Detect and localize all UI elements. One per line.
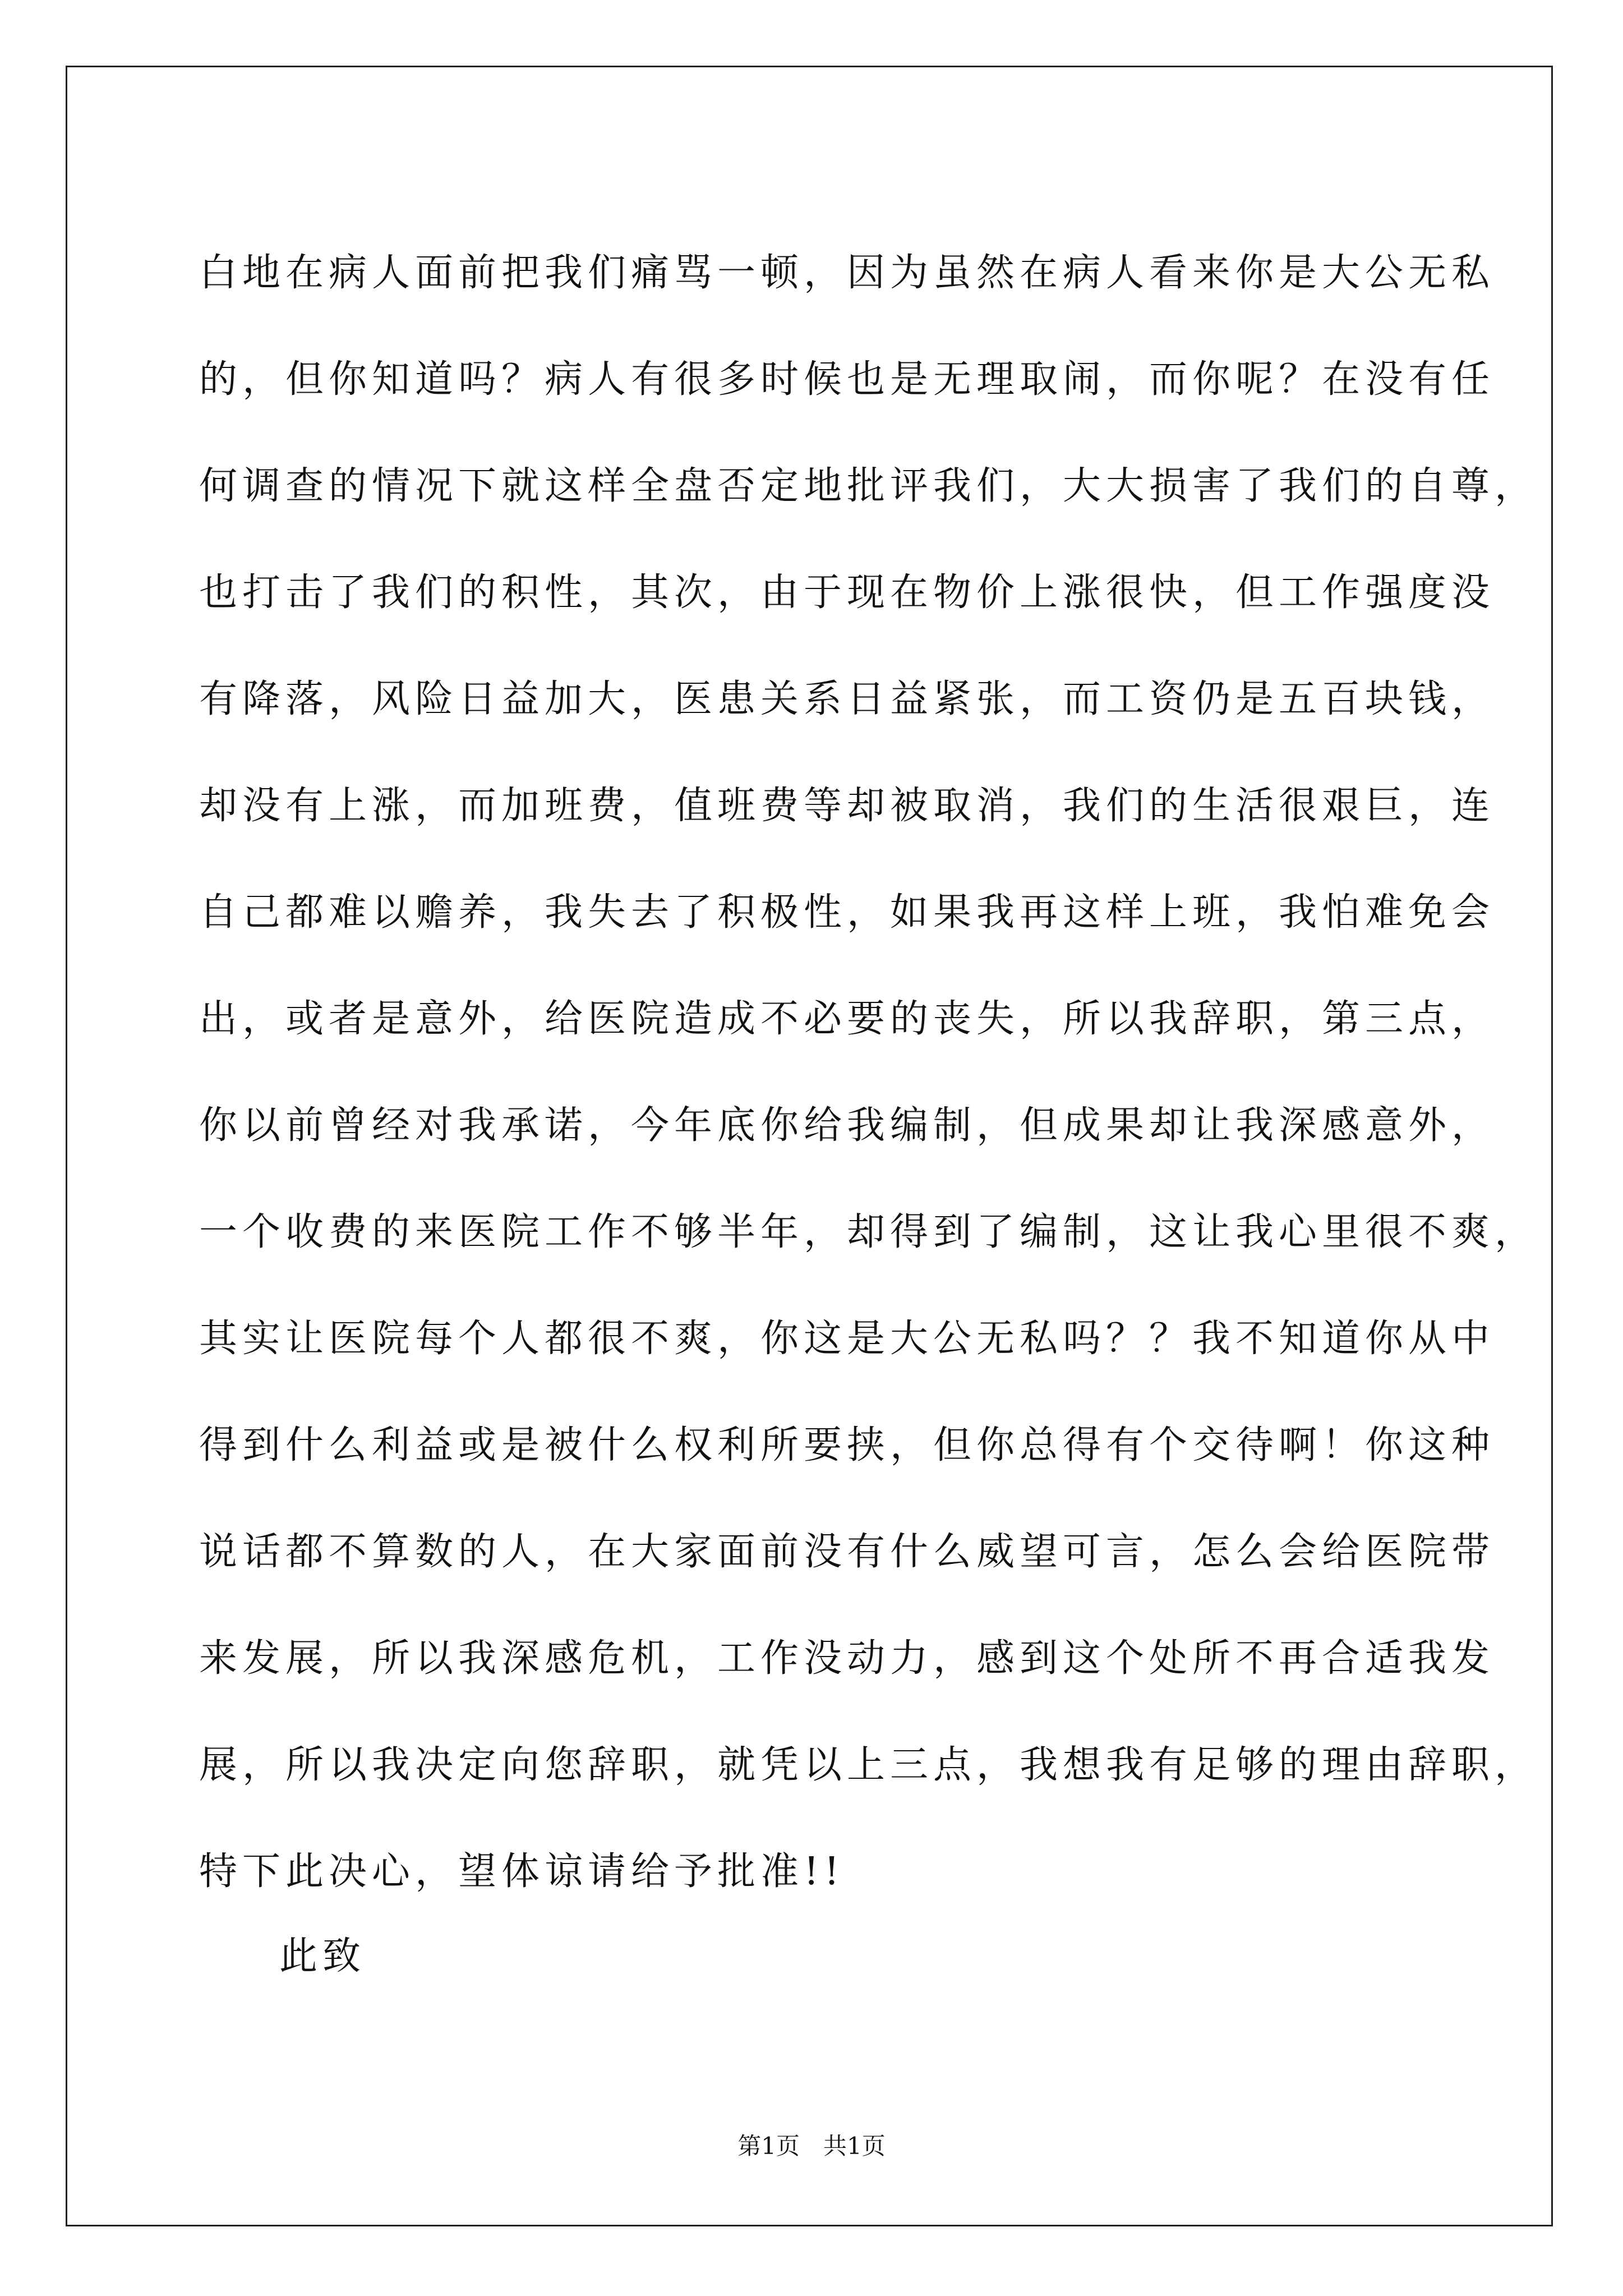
body-line: 白地在病人面前把我们痛骂一顿，因为虽然在病人看来你是大公无私 — [199, 251, 1495, 295]
body-line: 的，但你知道吗？病人有很多时候也是无理取闹，而你呢？在没有任 — [199, 357, 1495, 402]
letter-body — [199, 220, 1538, 1925]
body-line: 得到什么利益或是被什么权利所要挟，但你总得有个交待啊！你这种 — [199, 1423, 1495, 1467]
body-line: 出，或者是意外，给医院造成不必要的丧失，所以我辞职，第三点， — [199, 997, 1495, 1041]
body-line: 说话都不算数的人，在大家面前没有什么威望可言，怎么会给医院带 — [199, 1530, 1495, 1574]
body-line: 自己都难以赡养，我失去了积极性，如果我再这样上班，我怕难免会 — [199, 890, 1495, 935]
body-line: 你以前曾经对我承诺，今年底你给我编制，但成果却让我深感意外， — [199, 1103, 1495, 1148]
body-line: 其实让医院每个人都很不爽，你这是大公无私吗？？我不知道你从中 — [199, 1317, 1495, 1361]
body-line: 却没有上涨，而加班费，值班费等却被取消，我们的生活很艰巨，连 — [199, 784, 1495, 828]
body-line: 展，所以我决定向您辞职，就凭以上三点，我想我有足够的理由辞职， — [199, 1743, 1538, 1787]
body-line: 特下此决心，望体谅请给予批准!! — [199, 1849, 845, 1894]
body-line: 来发展，所以我深感危机，工作没动力，感到这个处所不再合适我发 — [199, 1636, 1495, 1681]
body-line: 何调查的情况下就这样全盘否定地批评我们，大大损害了我们的自尊， — [199, 464, 1538, 508]
body-line: 一个收费的来医院工作不够半年，却得到了编制，这让我心里很不爽， — [199, 1210, 1538, 1254]
body-line: 有降落，风险日益加大，医患关系日益紧张，而工资仍是五百块钱， — [199, 677, 1495, 721]
page-number-footer: 第1页 共1页 — [737, 2132, 886, 2160]
closing-salutation: 此致 — [279, 1934, 366, 1978]
body-line: 也打击了我们的积性，其次，由于现在物价上涨很快，但工作强度没 — [199, 570, 1495, 615]
